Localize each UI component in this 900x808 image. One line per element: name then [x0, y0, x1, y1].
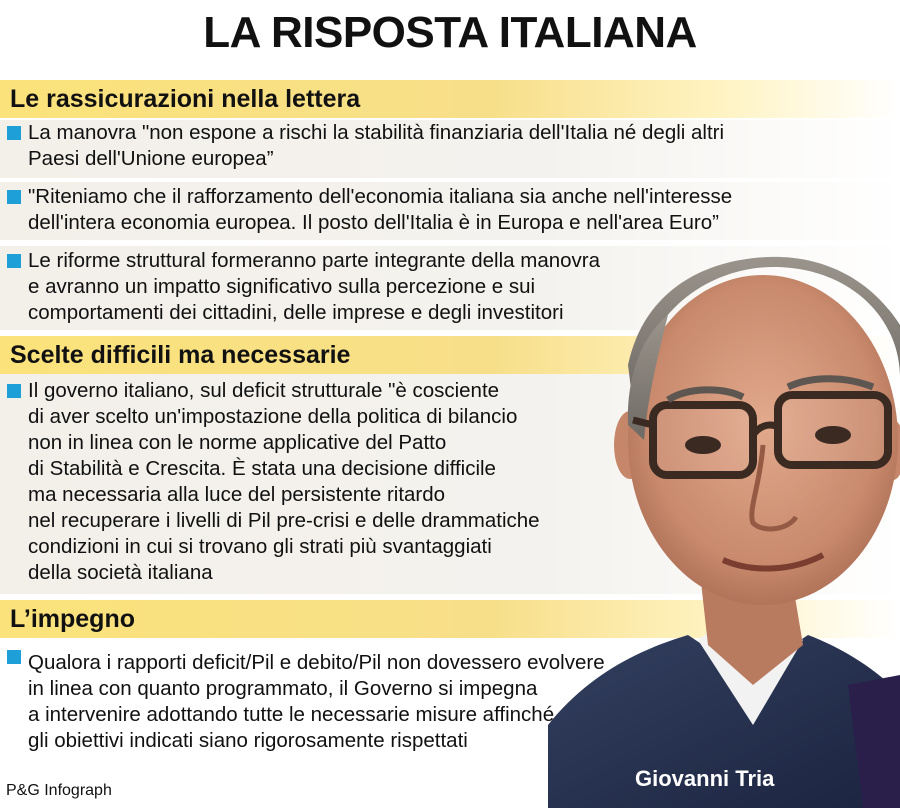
- bullet-text: "Riteniamo che il rafforzamento dell'economia italiana sia anche nell'interesse dell'intera economia europea. Il posto dell'Italia è in Europa e nell'area Euro”: [28, 185, 733, 234]
- bullet-text: Il governo italiano, sul deficit strutturale "è cosciente di aver scelto un'impostazione della politica di bilancio non in linea con le norme applicative del Patto di Stabilità e Crescita. È stata una decisione difficile ma necessaria alla luce del persistente ritardo nel recuperare i livelli di Pil pre-crisi e delle drammatiche condizioni in cui si trovano gli strati più svantaggiati della società italiana: [28, 379, 540, 584]
- section-header-label: Le rassicurazioni nella lettera: [10, 85, 361, 113]
- portrait-photo: [548, 255, 900, 808]
- footer-credit: P&G Infograph: [6, 782, 112, 799]
- portrait-caption: Giovanni Tria: [635, 766, 775, 791]
- bullet-text: Qualora i rapporti deficit/Pil e debito/Pil non dovessero evolvere in linea con quanto programmato, il Governo si impegna a intervenire adottando tutte le necessarie misure affinché gli obiettivi indicati siano rigorosamente rispettati: [28, 651, 605, 752]
- bullet-text: Le riforme struttural formeranno parte integrante della manovra e avranno un impatto significativo sulla percezione e sui comportamenti dei cittadini, delle imprese e degli investitori: [28, 249, 601, 324]
- section-header-label: L’impegno: [10, 605, 135, 633]
- section-header-rassicurazioni: [0, 80, 900, 118]
- bullet-item: [0, 120, 900, 178]
- bullet-square-icon: [7, 190, 21, 204]
- bullet-item: [0, 182, 900, 240]
- bullet-square-icon: [7, 126, 21, 140]
- bullet-square-icon: [7, 254, 21, 268]
- bullet-text: La manovra "non espone a rischi la stabilità finanziaria dell'Italia né degli altri Paesi dell'Unione europea”: [28, 121, 725, 170]
- infographic-title: LA RISPOSTA ITALIANA: [203, 8, 697, 57]
- bullet-square-icon: [7, 384, 21, 398]
- bullet-square-icon: [7, 650, 21, 664]
- section-header-label: Scelte difficili ma necessarie: [10, 341, 351, 369]
- portrait-illustration: [548, 255, 900, 808]
